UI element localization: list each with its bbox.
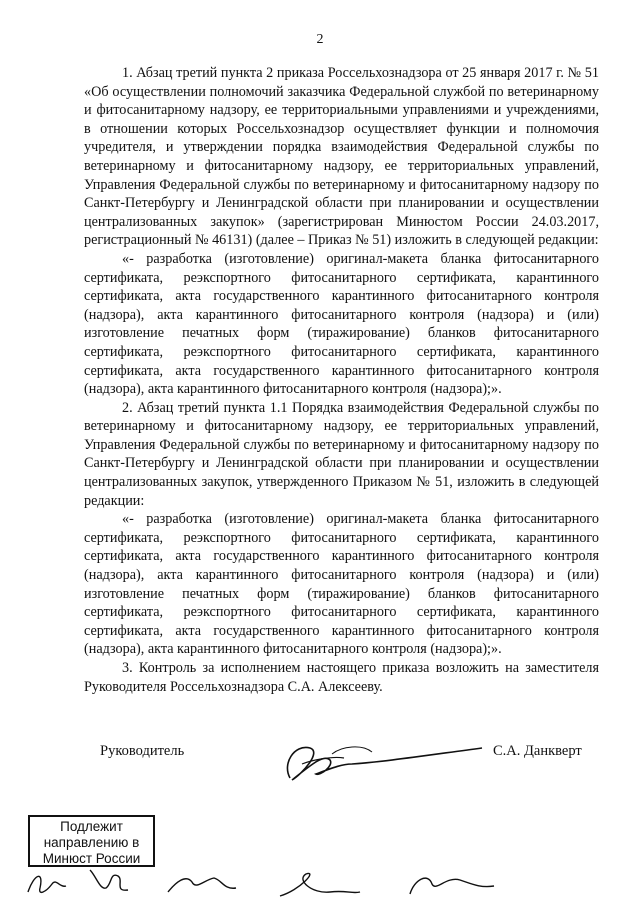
paragraph-1-quote: «- разработка (изготовление) оригинал-макета бланка фитосанитарного сертификата, реэкспортного фитосанитарного сертификата, карантинного сертификата, акта государственного карантинного фитосанитарного контроля (надзора), акта карантинного фитосанитарного контроля (надзора) и (или) изготовление печатных форм (тиражирование) бланков фитосанитарного сертификата, реэкспортного фитосанитарного сертификата, карантинного сертификата, акта государственного карантинного фитосанитарного контроля (надзора), акта карантинного фитосанитарного контроля (надзора);». — [84, 250, 599, 398]
paragraph-3: 3. Контроль за исполнением настоящего приказа возложить на заместителя Руководителя Россельхознадзора С.А. Алексееву. — [84, 660, 599, 695]
signatory-name: С.А. Данкверт — [493, 743, 582, 759]
stamp-line-3: Минюст России — [42, 851, 141, 866]
ministry-stamp — [28, 815, 155, 867]
page-number: 2 — [316, 32, 324, 47]
handwritten-signature — [272, 734, 492, 790]
stamp-line-2: направлению в — [43, 835, 140, 850]
paragraph-2-quote: «- разработка (изготовление) оригинал-макета бланка фитосанитарного сертификата, реэкспортного фитосанитарного сертификата, карантинного сертификата, акта государственного карантинного фитосанитарного контроля (надзора), акта карантинного фитосанитарного контроля (надзора) и (или) изготовление печатных форм (тиражирование) бланков фитосанитарного сертификата, реэкспортного фитосанитарного сертификата, карантинного сертификата, акта государственного карантинного фитосанитарного контроля (надзора), акта карантинного фитосанитарного контроля (надзора);». — [84, 511, 599, 658]
paragraph-2: 2. Абзац третий пункта 1.1 Порядка взаимодействия Федеральной службы по ветеринарному и фитосанитарному надзору, ее территориальных управлений, Управления Федеральной службы по ветеринарному и фитосанитарному надзору по Санкт-Петербургу и Ленинградской области при планировании и осуществлении централизованных закупок, утвержденного Приказом № 51, изложить в следующей редакции: — [84, 399, 599, 509]
signature-block — [0, 740, 640, 800]
paragraph-1: 1. Абзац третий пункта 2 приказа Россельхознадзора от 25 января 2017 г. № 51 «Об осуществлении полномочий заказчика Федеральной службой по ветеринарному и фитосанитарному надзору, ее территориальными управлениями и учреждениями, в отношении которых Россельхознадзор осуществляет функции и полномочия учредителя, и утверждении порядка взаимодействия Федеральной службы по ветеринарному и фитосанитарному надзору, ее территориальных управлений, Управления Федеральной службы по ветеринарному и фитосанитарному надзору по Санкт-Петербургу и Ленинградской области при планировании и осуществлении централизованных закупок» (зарегистрирован Минюстом России 24.03.2017, регистрационный № 46131) (далее – Приказ № 51) изложить в следующей редакции: — [84, 65, 599, 249]
approval-initials — [0, 862, 640, 905]
document-body — [84, 64, 599, 696]
signatory-position: Руководитель — [100, 743, 185, 759]
stamp-line-1: Подлежит — [60, 819, 123, 834]
